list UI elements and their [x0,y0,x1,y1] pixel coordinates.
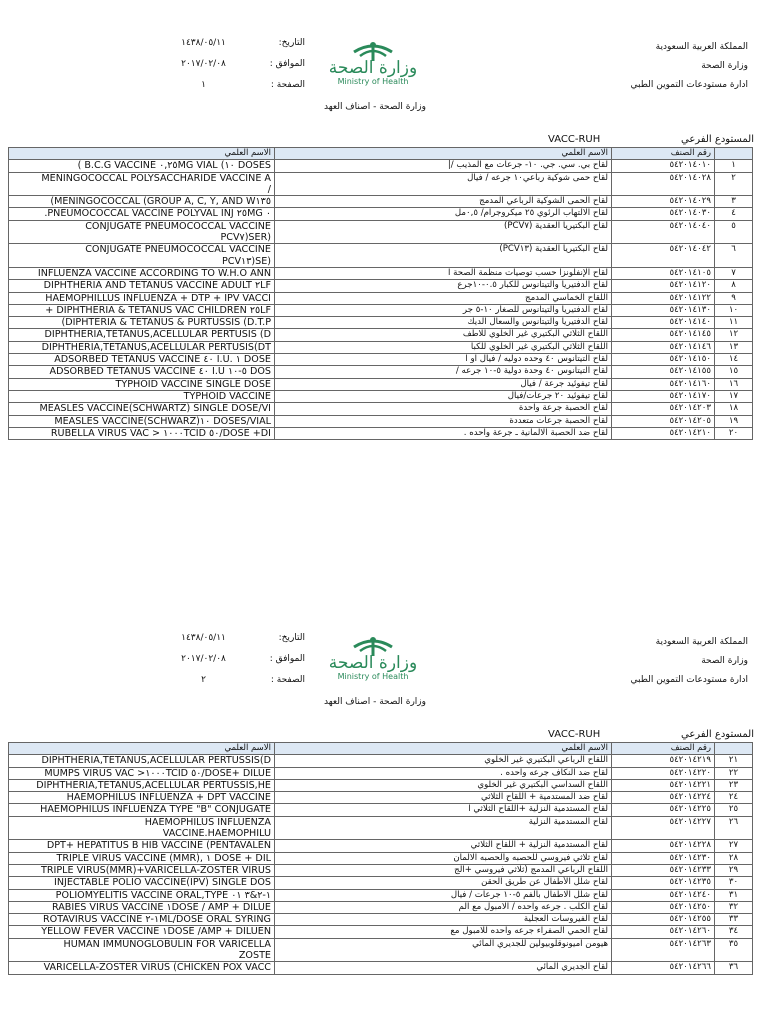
item-code-cell: ٥٤٢٠١٤٢٢٨ [612,840,715,852]
serial-number-cell: ٢١ [715,755,753,767]
arabic-name-cell: لقاح البكتيريا العقدية (PCV١٣) [275,244,612,268]
country-name: المملكة العربية السعودية [655,42,748,52]
scientific-name-cell: ADSORBED TETANUS VACCINE ٤٠ I.U. ١ DOSE [9,354,275,366]
item-code-cell: ٥٤٢٠١٤٢٥٠ [612,901,715,913]
serial-number-cell: ٣٤ [715,926,753,938]
item-code-cell: ٥٤٢٠١٤١٤٠ [612,317,715,329]
table-row [9,767,753,779]
date-label: التاريخ: [278,38,305,48]
scientific-name-cell: HAEMOPHILUS INFLUENZA VACCINE.HAEMOPHILU [9,816,275,840]
table-row [9,354,753,366]
table-row [9,840,753,852]
table-row [9,280,753,292]
serial-number-cell: ٢٨ [715,852,753,864]
page-label: الصفحة : [270,80,305,90]
arabic-name-cell: اللقاح الرباعي المدمج (ثلاثي فيروسي +الج [275,864,612,876]
arabic-name-cell: لقاح المستدمية النزلية + اللقاح الثلاثي [275,840,612,852]
arabic-name-cell: لقاح الفيروسات العجلية [275,914,612,926]
table-row [9,755,753,767]
scientific-name-cell: DIPHTHERIA,TETANUS,ACELLULAR PERTUSIS(DT [9,341,275,353]
serial-number-cell: ٣١ [715,889,753,901]
serial-number-cell: ٢٥ [715,804,753,816]
table-row [9,889,753,901]
serial-number-cell: ١٧ [715,390,753,402]
scientific-name-cell: DIPHTHERIA,TETANUS,ACELLULAR PERTUSSIS,HE [9,779,275,791]
arabic-name-cell: لقاح الدفتيريا والتيتانوس والسعال الديك [275,317,612,329]
date-value: ١٤٣٨/٠٥/١١ [181,38,226,48]
arabic-name-cell: لقاح تيفوئيد جرعة / فيال [275,378,612,390]
serial-number-cell: ٩ [715,292,753,304]
serial-number-cell: ٣٣ [715,914,753,926]
arabic-name-cell: لقاح التيتانوس ٤٠ وحدة دولية ٥-١٠ جرعه / [275,366,612,378]
table-row [9,244,753,268]
arabic-name-cell: لقاح الدفتيريا والتيتانوس للكبار ٠.٥-١٠جرع [275,280,612,292]
arabic-name-cell: هيومن اميونوقلوبيولين للجديري المائي [275,938,612,962]
scientific-name-cell: TRIPLE VIRUS(MMR)+VARICELLA-ZOSTER VIRUS [9,864,275,876]
serial-number-cell: ٣٢ [715,901,753,913]
item-code-cell: ٥٤٢٠١٤١٥٥ [612,366,715,378]
scientific-name-cell: DPT+ HEPATITUS B HIB VACCINE (PENTAVALEN [9,840,275,852]
date-value: ١٤٣٨/٠٥/١١ [181,633,226,643]
scientific-name-cell: ( B.C.G VACCINE ٠,٢٥MG VIAL (١٠ DOSES [9,160,275,172]
arabic-name-cell: لقاح التيتانوس ٤٠ وحده دوليه / فيال او ا [275,354,612,366]
ministry-logo [322,633,424,689]
table-row [9,304,753,316]
scientific-name-cell: INJECTABLE POLIO VACCINE(IPV) SINGLE DOS [9,877,275,889]
table-row [9,220,753,244]
table-row [9,415,753,427]
arabic-name-cell: لقاح الحمى الشوكية الرباعي المدمج [275,196,612,208]
scientific-name-cell: RABIES VIRUS VACCINE ١DOSE / AMP + DILUE [9,901,275,913]
arabic-name-cell: اللقاح الخماسي المدمج [275,292,612,304]
logo-arabic-text: وزارة الصحة [328,58,418,78]
table-row [9,329,753,341]
table-row [9,172,753,196]
item-code-cell: ٥٤٢٠١٤٢٦٠ [612,926,715,938]
serial-number-cell: ١٤ [715,354,753,366]
table-row [9,317,753,329]
table-row [9,390,753,402]
item-code-cell: ٥٤٢٠١٤٢٣٠ [612,852,715,864]
serial-number-cell: ٨ [715,280,753,292]
arabic-name-cell: لقاح الإنفلونزا حسب توصيات منظمة الصحة ا [275,267,612,279]
scientific-name-cell: .PNEUMOCOCCAL VACCINE POLYVAL INJ ٢٥MG ٠ [9,208,275,220]
scientific-name-cell: ROTAVIRUS VACCINE ١-٢ML/DOSE ORAL SYRING [9,914,275,926]
arabic-name-cell: لقاح الدفتيريا والتيتانوس للصغار ١٠-٥ جر [275,304,612,316]
item-code-cell: ٥٤٢٠١٤٢١٩ [612,755,715,767]
arabic-name-cell: لقاح حمى شوكية رباعي١٠ جرعه / فيال [275,172,612,196]
scientific-name-cell: (MENINGOCOCCAL (GROUP A, C, Y, AND W١٣٥ [9,196,275,208]
table-row [9,403,753,415]
serial-number-cell: ٢٣ [715,779,753,791]
corresponding-value: ٢٠١٧/٠٢/٠٨ [181,654,226,664]
table-row [9,804,753,816]
document-subtitle: وزارة الصحة - اصناف العهد [323,697,426,707]
scientific-name-cell: ADSORBED TETANUS VACCINE ٤٠ I.U ٥-١٠ DOS [9,366,275,378]
arabic-name-cell: لقاح البكتيريا العقدية (PCV٧) [275,220,612,244]
scientific-name-cell: HAEMOPHILUS INFLUENZA TYPE "B" CONJUGATE [9,804,275,816]
scientific-name-cell: CONJUGATE PNEUMOCOCCAL VACCINE PCV٧)SER) [9,220,275,244]
header-meta [160,33,305,96]
page-number: ٢ [201,675,206,685]
logo-english-text: Ministry of Health [337,77,409,86]
serial-number-cell: ٢٩ [715,864,753,876]
arabic-name-cell: لقاح الالتهاب الرئوي ٢٥ ميكروجرام/ ٠,٥مل [275,208,612,220]
corresponding-label: الموافق : [269,59,305,69]
logo-english-text: Ministry of Health [337,672,409,681]
arabic-name-cell: لقاح الحصبة جرعات متعددة [275,415,612,427]
table-row [9,779,753,791]
serial-number-cell: ١٨ [715,403,753,415]
serial-number-cell: ١ [715,160,753,172]
item-code-cell: ٥٤٢٠١٤٠١٠ [612,160,715,172]
scientific-name-cell: RUBELLA VIRUS VAC > ١٠٠٠TCID ٥٠/DOSE +DI [9,427,275,439]
items-table-page-2 [8,742,753,975]
arabic-name-cell: لقاح شلل الاطفال بالفم ٥-١٠ جرعات / فيال [275,889,612,901]
item-code-cell: ٥٤٢٠١٤٢٠٣ [612,403,715,415]
item-code-cell: ٥٤٢٠١٤١٣٠ [612,304,715,316]
date-row [160,33,305,54]
arabic-name-cell: اللقاح السداسي البكتيري غير الخلوي [275,779,612,791]
arabic-name-cell: اللقاح الرباعي البكتيري غير الخلوي [275,755,612,767]
document-subtitle: وزارة الصحة - اصناف العهد [323,102,426,112]
serial-number-cell: ٢٦ [715,816,753,840]
scientific-name-cell: TYPHOID VACCINE SINGLE DOSE [9,378,275,390]
item-code-cell: ٥٤٢٠١٤٢٢٠ [612,767,715,779]
arabic-name-cell: لقاح تيفوئيد ٢٠ جرعات/فيال [275,390,612,402]
arabic-name-cell: اللقاح الثلاثي البكتيري غير الخلوي للكبا [275,341,612,353]
store-label: المستودع الفرعي [680,729,754,740]
header-meta [160,628,305,691]
serial-number-cell: ٣٦ [715,962,753,974]
corresponding-date-row [160,649,305,670]
serial-number-cell: ٦ [715,244,753,268]
table-row [9,926,753,938]
ministry-name: وزارة الصحة [701,656,748,666]
department-name: ادارة مستودعات التموين الطبي [630,80,748,90]
serial-number-cell: ٤ [715,208,753,220]
item-code-cell: ٥٤٢٠١٤١٤٥ [612,329,715,341]
table-row [9,378,753,390]
serial-number-cell: ١٦ [715,378,753,390]
serial-number-cell: ٢٠ [715,427,753,439]
col-item-code: رقم الصنف [612,743,715,755]
store-label: المستودع الفرعي [680,134,754,145]
scientific-name-cell: TYPHOID VACCINE [9,390,275,402]
serial-number-cell: ٢٤ [715,792,753,804]
table-row [9,901,753,913]
logo-arabic-text: وزارة الصحة [328,653,418,673]
scientific-name-cell: + DIPHTHERIA & TETANUS VAC CHILDREN ٢٥LF [9,304,275,316]
scientific-name-cell: POLIOMYELITIS VACCINE ORAL,TYPE ١-٢&٣ ٠١ [9,889,275,901]
serial-number-cell: ١١ [715,317,753,329]
table-row [9,962,753,974]
item-code-cell: ٥٤٢٠١٤١٤٦ [612,341,715,353]
scientific-name-cell: MEASLES VACCINE(SCHWARZ)١٠ DOSES/VIAL [9,415,275,427]
table-row [9,160,753,172]
table-row [9,864,753,876]
arabic-name-cell: لقاح ضد المستدمية + اللقاح الثلاثي [275,792,612,804]
corresponding-value: ٢٠١٧/٠٢/٠٨ [181,59,226,69]
corresponding-date-row [160,54,305,75]
serial-number-cell: ١٢ [715,329,753,341]
page-number-row [160,670,305,691]
table-row [9,196,753,208]
item-code-cell: ٥٤٢٠١٤١٢٠ [612,280,715,292]
table-row [9,816,753,840]
item-code-cell: ٥٤٢٠١٤٢٣٥ [612,877,715,889]
scientific-name-cell: MENINGOCOCCAL POLYSACCHARIDE VACCINE A / [9,172,275,196]
table-row [9,852,753,864]
item-code-cell: ٥٤٢٠١٤٠٢٩ [612,196,715,208]
serial-number-cell: ١٩ [715,415,753,427]
scientific-name-cell: MEASLES VACCINE(SCHWARTZ) SINGLE DOSE/VI [9,403,275,415]
col-scientific-name: الاسم العلمي [9,148,275,160]
item-code-cell: ٥٤٢٠١٤٢١٠ [612,427,715,439]
serial-number-cell: ١٥ [715,366,753,378]
country-name: المملكة العربية السعودية [655,637,748,647]
item-code-cell: ٥٤٢٠١٤٢٢٤ [612,792,715,804]
table-row [9,938,753,962]
serial-number-cell: ٢ [715,172,753,196]
serial-number-cell: ٢٧ [715,840,753,852]
table-row [9,427,753,439]
item-code-cell: ٥٤٢٠١٤١٢٢ [612,292,715,304]
table-row [9,267,753,279]
serial-number-cell: ٧ [715,267,753,279]
serial-number-cell: ١٠ [715,304,753,316]
arabic-name-cell: لقاح ضد الحصبة الالمانية ـ جرعة واحده . [275,427,612,439]
header-org [588,633,748,690]
item-code-cell: ٥٤٢٠١٤١٠٥ [612,267,715,279]
page-number-row [160,75,305,96]
table-header-row [9,743,753,755]
arabic-name-cell: لقاح الجديري المائي [275,962,612,974]
serial-number-cell: ٣٥ [715,938,753,962]
scientific-name-cell: HAEMOPHILLUS INFLUENZA + DTP + IPV VACCI [9,292,275,304]
scientific-name-cell: HAEMOPHILUS INFLUENZA + DPT VACCINE [9,792,275,804]
date-label: التاريخ: [278,633,305,643]
col-item-code: رقم الصنف [612,148,715,160]
table-row [9,292,753,304]
department-name: ادارة مستودعات التموين الطبي [630,675,748,685]
item-code-cell: ٥٤٢٠١٤٠٤٠ [612,220,715,244]
item-code-cell: ٥٤٢٠١٤٠٣٠ [612,208,715,220]
table-row [9,366,753,378]
col-serial [715,743,753,755]
serial-number-cell: ١٣ [715,341,753,353]
item-code-cell: ٥٤٢٠١٤١٥٠ [612,354,715,366]
item-code-cell: ٥٤٢٠١٤٢٦٣ [612,938,715,962]
scientific-name-cell: VARICELLA-ZOSTER VIRUS (CHICKEN POX VACC [9,962,275,974]
item-code-cell: ٥٤٢٠١٤٢٤٠ [612,889,715,901]
col-arabic-name: الاسم العلمي [275,148,612,160]
table-header-row [9,148,753,160]
scientific-name-cell: MUMPS VIRUS VAC >١٠٠٠TCID ٥٠/DOSE+ DILUE [9,767,275,779]
scientific-name-cell: HUMAN IMMUNOGLOBULIN FOR VARICELLA ZOSTE [9,938,275,962]
item-code-cell: ٥٤٢٠١٤١٦٠ [612,378,715,390]
scientific-name-cell: DIPHTHERIA,TETANUS,ACELLULAR PERTUSIS (D [9,329,275,341]
item-code-cell: ٥٤٢٠١٤١٧٠ [612,390,715,402]
corresponding-label: الموافق : [269,654,305,664]
serial-number-cell: ٥ [715,220,753,244]
table-row [9,341,753,353]
arabic-name-cell: لقاح المستدمية النزلية [275,816,612,840]
table-row [9,877,753,889]
ministry-name: وزارة الصحة [701,61,748,71]
item-code-cell: ٥٤٢٠١٤٢٥٥ [612,914,715,926]
serial-number-cell: ٣ [715,196,753,208]
arabic-name-cell: لقاح الحصبة جرعة واحدة [275,403,612,415]
item-code-cell: ٥٤٢٠١٤٠٤٢ [612,244,715,268]
page-label: الصفحة : [270,675,305,685]
item-code-cell: ٥٤٢٠١٤٠٢٨ [612,172,715,196]
col-scientific-name: الاسم العلمي [9,743,275,755]
store-code: VACC-RUH [548,729,601,740]
arabic-name-cell: لقاح ثلاثي فيروسي للحصبه والحصبه الالمان [275,852,612,864]
item-code-cell: ٥٤٢٠١٤٢٢١ [612,779,715,791]
scientific-name-cell: INFLUENZA VACCINE ACCORDING TO W.H.O ANN [9,267,275,279]
header-org [588,38,748,95]
page-number: ١ [201,80,206,90]
table-row [9,792,753,804]
serial-number-cell: ٣٠ [715,877,753,889]
item-code-cell: ٥٤٢٠١٤٢٢٧ [612,816,715,840]
item-code-cell: ٥٤٢٠١٤٢٢٥ [612,804,715,816]
item-code-cell: ٥٤٢٠١٤٢٠٥ [612,415,715,427]
item-code-cell: ٥٤٢٠١٤٢٣٣ [612,864,715,876]
store-code: VACC-RUH [548,134,601,145]
col-arabic-name: الاسم العلمي [275,743,612,755]
arabic-name-cell: لقاح الكلب . جرعه واحده / الامبول مع الم [275,901,612,913]
scientific-name-cell: DIPHTHERIA AND TETANUS VACCINE ADULT ٢LF [9,280,275,292]
arabic-name-cell: لقاح شلل الأطفال عن طريق الحقن [275,877,612,889]
date-row [160,628,305,649]
table-row [9,914,753,926]
scientific-name-cell: TRIPLE VIRUS VACCINE (MMR), ١ DOSE + DIL [9,852,275,864]
ministry-logo [322,38,424,94]
arabic-name-cell: لقاح المستدمية النزلية +اللقاح الثلاثي ا [275,804,612,816]
col-serial [715,148,753,160]
arabic-name-cell: لقاح الحمي الصفراء جرعه واحده للامبول مع [275,926,612,938]
scientific-name-cell: YELLOW FEVER VACCINE ١DOSE /AMP + DILUEN [9,926,275,938]
items-table-page-1 [8,147,753,440]
table-row [9,208,753,220]
serial-number-cell: ٢٢ [715,767,753,779]
item-code-cell: ٥٤٢٠١٤٢٦٦ [612,962,715,974]
scientific-name-cell: DIPHTHERIA,TETANUS,ACELLULAR PERTUSSIS(D [9,755,275,767]
arabic-name-cell: لقاح بي. سي. جي. ١٠- جرعات مع المذيب /| [275,160,612,172]
arabic-name-cell: اللقاح الثلاثي البكتيري غير الخلوي للاطف [275,329,612,341]
arabic-name-cell: لقاح ضد النكاف جرعه واحده . [275,767,612,779]
scientific-name-cell: CONJUGATE PNEUMOCOCCAL VACCINE PCV١٣)SE) [9,244,275,268]
scientific-name-cell: (DIPHTERIA & TETANUS & PURTUSSIS (D.T.P [9,317,275,329]
